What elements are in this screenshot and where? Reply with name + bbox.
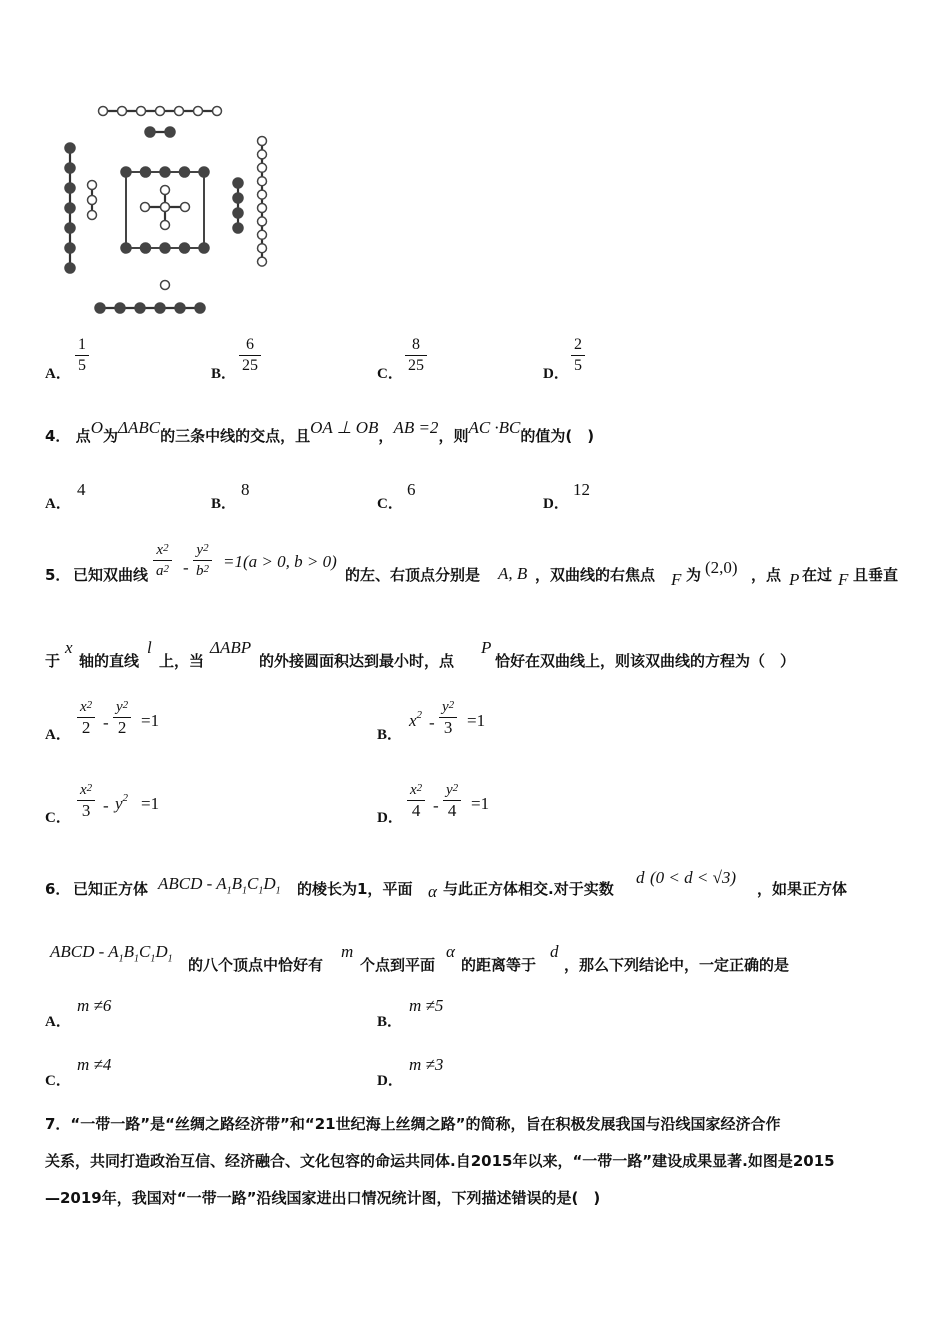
q5-option-a[interactable]: A． $\frac{x^2}{2}$ - $\frac{y^2}{2}$ =1	[45, 699, 160, 743]
filled-dot	[180, 243, 190, 253]
q7-line-2: 关系，共同打造政治互信、经济融合、文化包容的命运共同体.自2015年以来，“一带一路”建设成果显著.如图是2015	[45, 1152, 835, 1170]
filled-dot	[155, 303, 165, 313]
q5-option-b[interactable]: B． $x^2$ - $\frac{y^2}{3}$ =1	[377, 699, 486, 743]
filled-dot	[233, 223, 243, 233]
filled-dot	[65, 143, 75, 153]
fraction: $\frac{2}{5}$	[571, 335, 585, 376]
filled-dot	[195, 303, 205, 313]
open-dot	[258, 177, 267, 186]
open-dot	[161, 186, 170, 195]
fraction: $\frac{6}{25}$	[239, 335, 261, 376]
filled-dot	[233, 193, 243, 203]
open-dot	[258, 137, 267, 146]
open-dot	[175, 107, 184, 116]
open-dot	[141, 203, 150, 212]
filled-dot	[233, 178, 243, 188]
dot-pattern-figure	[40, 95, 290, 325]
open-dot	[137, 107, 146, 116]
open-dot	[156, 107, 165, 116]
filled-dot	[175, 303, 185, 313]
filled-dot	[141, 167, 151, 177]
open-dot	[181, 203, 190, 212]
open-dot	[213, 107, 222, 116]
q7-stem	[45, 1106, 915, 1217]
open-dot	[258, 244, 267, 253]
filled-dot	[65, 243, 75, 253]
filled-dot	[115, 303, 125, 313]
open-dot	[161, 221, 170, 230]
open-dot	[88, 211, 97, 220]
filled-dot	[121, 243, 131, 253]
fraction: $\frac{1}{5}$	[75, 335, 89, 376]
filled-dot	[65, 163, 75, 173]
filled-dot	[199, 167, 209, 177]
open-dot	[161, 281, 170, 290]
q5-option-d[interactable]: D． $\frac{x^2}{4}$ - $\frac{y^2}{4}$ =1	[377, 782, 490, 826]
open-dot	[258, 150, 267, 159]
filled-dot	[65, 183, 75, 193]
filled-dot	[160, 243, 170, 253]
open-dot	[99, 107, 108, 116]
filled-dot	[145, 127, 155, 137]
filled-dot	[135, 303, 145, 313]
q7-line-3: —2019年，我国对“一带一路”沿线国家进出口情况统计图，下列描述错误的是( )	[45, 1189, 601, 1207]
open-dot	[258, 230, 267, 239]
open-dot	[88, 196, 97, 205]
filled-dot	[233, 208, 243, 218]
q4-stem: 4． 点O为ΔABC的三条中线的交点，且OA ⊥ OB，AB =2，则AC ·BC的值为( )	[45, 418, 595, 445]
filled-dot	[199, 243, 209, 253]
filled-dot	[160, 167, 170, 177]
filled-dot	[65, 263, 75, 273]
fraction: $\frac{8}{25}$	[405, 335, 427, 376]
filled-dot	[141, 243, 151, 253]
open-dot	[161, 203, 170, 212]
filled-dot	[165, 127, 175, 137]
q7-line-1: 7．“一带一路”是“丝绸之路经济带”和“21世纪海上丝绸之路”的简称，旨在积极发展我国与沿线国家经济合作	[45, 1115, 781, 1133]
filled-dot	[180, 167, 190, 177]
open-dot	[194, 107, 203, 116]
open-dot	[258, 190, 267, 199]
open-dot	[258, 257, 267, 266]
filled-dot	[121, 167, 131, 177]
x-squared-over-a-squared: $\frac{x^2}{a^2}$	[153, 540, 172, 581]
open-dot	[258, 163, 267, 172]
open-dot	[118, 107, 127, 116]
open-dot	[88, 181, 97, 190]
filled-dot	[65, 203, 75, 213]
open-dot	[258, 204, 267, 213]
q5-option-c[interactable]: C． $\frac{x^2}{3}$ - $y^2$ =1	[45, 782, 160, 826]
y-squared-over-b-squared: $\frac{y^2}{b^2}$	[193, 540, 212, 581]
filled-dot	[65, 223, 75, 233]
open-dot	[258, 217, 267, 226]
filled-dot	[95, 303, 105, 313]
